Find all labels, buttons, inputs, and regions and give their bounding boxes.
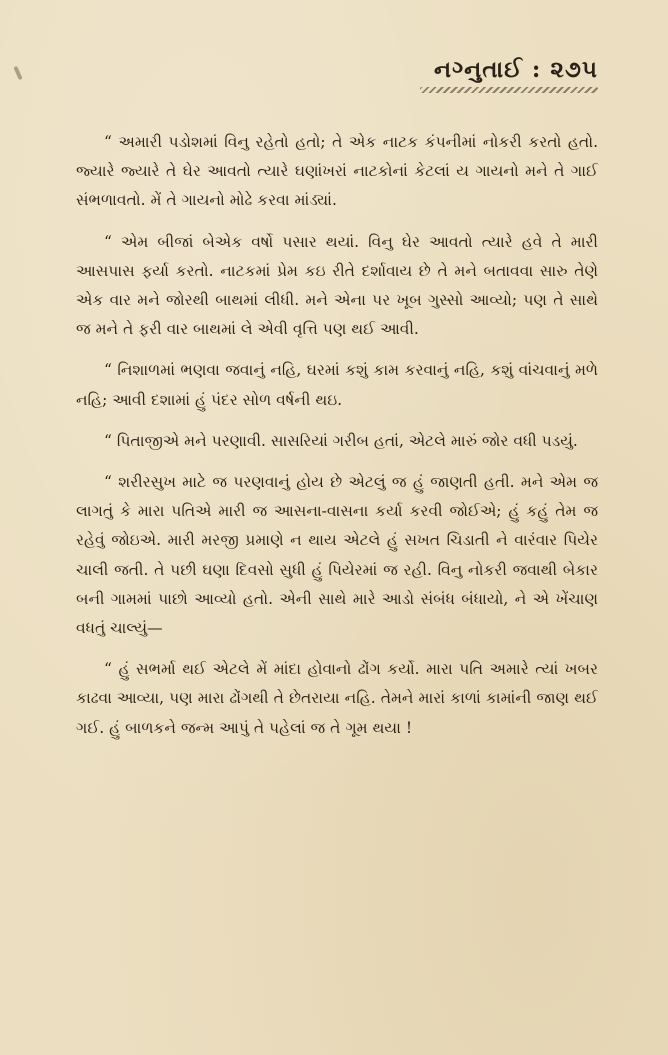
page-body (76, 128, 598, 743)
paragraph-6: “ હું સભર્મા થઈ એટલે મેં માંદા હોવાનો ઢોંગ કર્યો. મારા પતિ અમારે ત્યાં ખબર કાઢવા આવ્યા, પણ મારા ઢોંગથી તે છેતરાયા નહિ. તેમને મારાં કાળાં કામાંની જાણ થઈ ગઈ. હું બાળકને જન્મ આપું તે પહેલાં જ તે ગૂમ થયા ! (76, 660, 598, 737)
paragraph-4: “ પિતાજીએ મને પરણાવી. સાસરિયાં ગરીબ હતાં, એટલે મારું જોર વધી પડયું. (104, 431, 578, 450)
margin-mark (13, 66, 22, 80)
paragraph-5: “ શરીરસુખ માટે જ પરણવાનું હોય છે એટલું જ હું જાણતી હતી. મને એમ જ લાગતું કે મારા પતિએ મારી જ આસના-વાસના કર્યા કરવી જોઈએ; હું કહું તેમ જ રહેવું જોઇએ. મારી મરજી પ્રમાણે ન થાય એટલે હું સખત ચિડાતી ને વારંવાર પિયેર ચાલી જતી. તે પછી ઘણા દિવસો સુધી હું પિયેરમાં જ રહી. વિનુ નોકરી જવાથી બેકાર બની ગામમાં પાછો આવ્યો હતો. એની સાથે મારે આડો સંબંધ બંધાયો, ને એ ખેંચાણ વધતું ચાલ્યું— (76, 473, 598, 638)
paragraph-1: “ અમારી પડોશમાં વિનુ રહેતો હતો; તે એક નાટક કંપનીમાં નોકરી કરતો હતો. જ્યારે જ્યારે તે ઘેર આવતો ત્યારે ઘણાંખરાં નાટકોનાં કેટલાં ય ગાયનો મને તે ગાઈ સંભળાવતો. મેં તે ગાયનો મોઢે કરવા માંડ્યાં. (76, 133, 598, 210)
header-underline (420, 87, 598, 93)
header-title: નગ્નુતાઈ : ૨૭૫ (433, 56, 598, 83)
paragraph-2: “ એમ બીજાં બેએક વર્ષો પસાર થયાં. વિનુ ઘેર આવતો ત્યારે હવે તે મારી આસપાસ ફર્યા કરતો. નાટકમાં પ્રેમ કઇ રીતે દર્શાવાય છે તે મને બતાવવા સારુ તેણે એક વાર મને જોરથી બાથમાં લીધી. મને એના પર ખૂબ ગુસ્સો આવ્યો; પણ તે સાથે જ મને તે ફરી વાર બાથમાં લે એવી વૃત્તિ પણ થઈ આવી. (76, 232, 598, 339)
paragraph-3: “ નિશાળમાં ભણવા જવાનું નહિ, ઘરમાં કશું કામ કરવાનું નહિ, કશું વાંચવાનું મળે નહિ; આવી દશામાં હું પંદર સોળ વર્ષની થઇ. (76, 361, 598, 409)
running-header (420, 56, 598, 93)
